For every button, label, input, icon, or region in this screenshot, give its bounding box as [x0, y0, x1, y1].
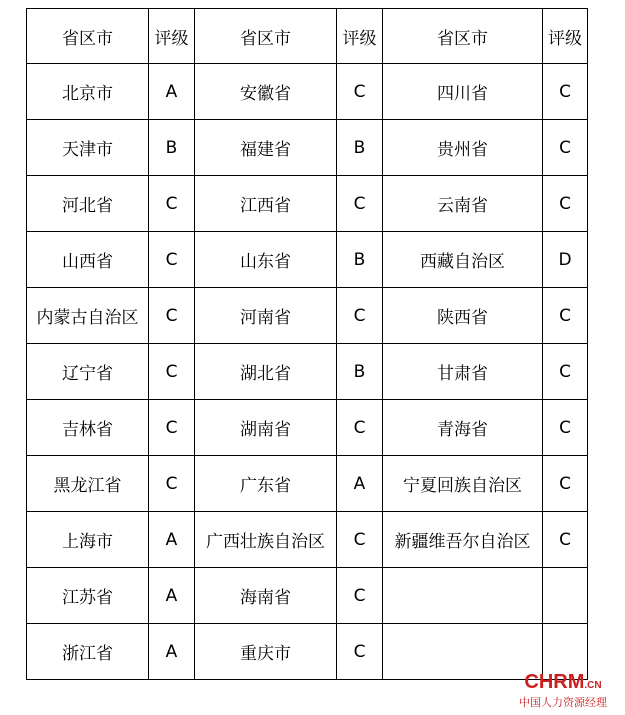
table-row — [27, 456, 588, 512]
grade-cell: C — [543, 344, 588, 400]
grade-cell: C — [543, 120, 588, 176]
grade-cell: C — [543, 176, 588, 232]
chrm-watermark-logo — [513, 672, 613, 709]
region-cell: 青海省 — [383, 400, 543, 456]
region-cell: 陕西省 — [383, 288, 543, 344]
region-cell: 四川省 — [383, 64, 543, 120]
region-cell: 重庆市 — [195, 624, 337, 680]
grade-cell: C — [543, 400, 588, 456]
grade-cell: C — [337, 64, 383, 120]
region-cell: 上海市 — [27, 512, 149, 568]
region-cell: 湖北省 — [195, 344, 337, 400]
region-cell: 山东省 — [195, 232, 337, 288]
grade-cell: C — [149, 176, 195, 232]
header-grade-2: 评级 — [337, 9, 383, 64]
region-cell: 新疆维吾尔自治区 — [383, 512, 543, 568]
region-cell: 甘肃省 — [383, 344, 543, 400]
grade-cell: C — [337, 624, 383, 680]
grade-cell: A — [149, 64, 195, 120]
chrm-brand-text: CHRM — [524, 671, 585, 693]
table-row — [27, 512, 588, 568]
region-cell: 云南省 — [383, 176, 543, 232]
header-region-3: 省区市 — [383, 9, 543, 64]
table-row — [27, 624, 588, 680]
grade-cell: A — [337, 456, 383, 512]
grade-cell: A — [149, 624, 195, 680]
grade-cell: B — [337, 120, 383, 176]
region-cell: 江西省 — [195, 176, 337, 232]
table-row — [27, 176, 588, 232]
region-cell: 河南省 — [195, 288, 337, 344]
grade-cell: C — [543, 456, 588, 512]
region-cell: 山西省 — [27, 232, 149, 288]
grade-cell: A — [149, 568, 195, 624]
table-row — [27, 568, 588, 624]
table-row — [27, 400, 588, 456]
header-grade-1: 评级 — [149, 9, 195, 64]
rating-table — [26, 8, 588, 680]
table-row — [27, 288, 588, 344]
region-cell: 江苏省 — [27, 568, 149, 624]
grade-cell: C — [543, 288, 588, 344]
region-cell: 河北省 — [27, 176, 149, 232]
grade-cell: C — [543, 64, 588, 120]
grade-cell: D — [543, 232, 588, 288]
grade-cell: C — [149, 288, 195, 344]
region-cell: 广西壮族自治区 — [195, 512, 337, 568]
header-row — [27, 9, 588, 64]
header-region-2: 省区市 — [195, 9, 337, 64]
chrm-tagline: 中国人力资源经理 — [519, 696, 607, 709]
grade-cell: C — [337, 288, 383, 344]
region-cell: 天津市 — [27, 120, 149, 176]
grade-cell: C — [337, 512, 383, 568]
header-region-1: 省区市 — [27, 9, 149, 64]
region-cell: 广东省 — [195, 456, 337, 512]
table-row — [27, 232, 588, 288]
region-cell: 辽宁省 — [27, 344, 149, 400]
grade-cell: A — [149, 512, 195, 568]
grade-cell: C — [337, 176, 383, 232]
table-row — [27, 344, 588, 400]
chrm-domain-suffix: .CN — [584, 680, 602, 691]
region-cell: 吉林省 — [27, 400, 149, 456]
region-cell: 海南省 — [195, 568, 337, 624]
grade-cell: C — [543, 512, 588, 568]
grade-cell: C — [337, 400, 383, 456]
grade-cell: C — [149, 232, 195, 288]
grade-cell: C — [149, 344, 195, 400]
grade-cell: C — [149, 456, 195, 512]
grade-cell: B — [337, 232, 383, 288]
region-cell: 浙江省 — [27, 624, 149, 680]
empty-cell — [383, 568, 543, 624]
table-row — [27, 120, 588, 176]
region-cell: 内蒙古自治区 — [27, 288, 149, 344]
region-cell: 北京市 — [27, 64, 149, 120]
region-cell: 福建省 — [195, 120, 337, 176]
region-cell: 黑龙江省 — [27, 456, 149, 512]
region-cell: 贵州省 — [383, 120, 543, 176]
region-cell: 宁夏回族自治区 — [383, 456, 543, 512]
header-grade-3: 评级 — [543, 9, 588, 64]
grade-cell: C — [337, 568, 383, 624]
region-cell: 安徽省 — [195, 64, 337, 120]
grade-cell: B — [337, 344, 383, 400]
table-row — [27, 64, 588, 120]
empty-cell — [543, 568, 588, 624]
grade-cell: C — [149, 400, 195, 456]
region-cell: 湖南省 — [195, 400, 337, 456]
chrm-brand — [513, 672, 613, 696]
region-cell: 西藏自治区 — [383, 232, 543, 288]
grade-cell: B — [149, 120, 195, 176]
